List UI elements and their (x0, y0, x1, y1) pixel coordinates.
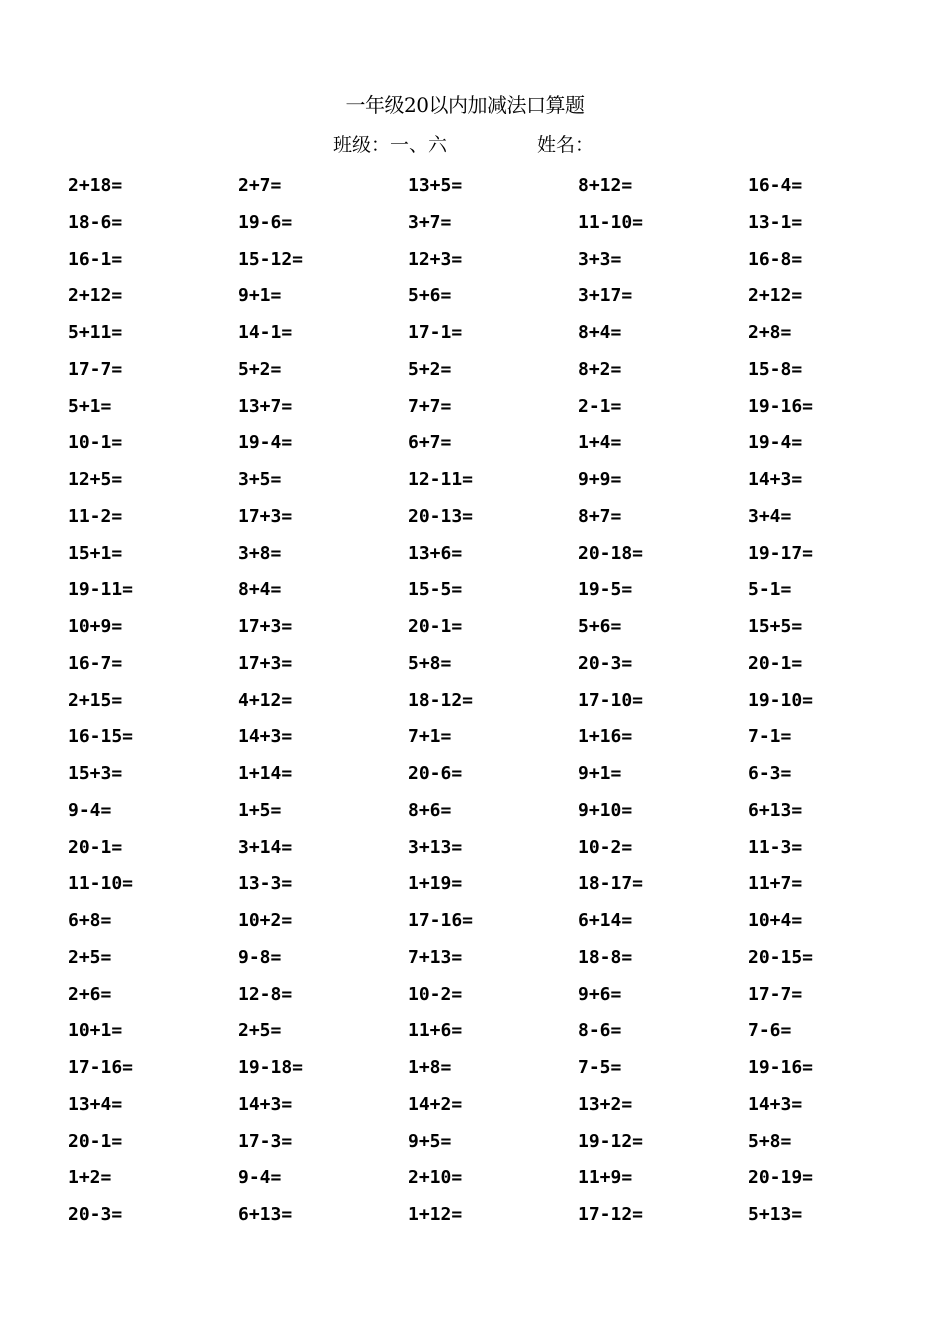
arithmetic-problem: 19-4= (748, 432, 803, 454)
arithmetic-problem: 15+3= (68, 763, 123, 784)
arithmetic-problem: 19-4= (238, 432, 293, 454)
arithmetic-problem: 11+6= (408, 1020, 463, 1042)
arithmetic-problem: 17-16= (408, 910, 474, 931)
arithmetic-problem: 8+6= (408, 799, 452, 821)
arithmetic-problem: 2+18= (68, 175, 123, 196)
arithmetic-problem: 19-11= (68, 579, 134, 601)
arithmetic-problem: 16-4= (748, 175, 803, 196)
student-info-line (0, 130, 950, 160)
arithmetic-problem: 11-3= (748, 836, 803, 858)
arithmetic-problem: 9-8= (238, 946, 282, 968)
arithmetic-problem: 17+3= (238, 652, 293, 674)
arithmetic-problem: 20-18= (578, 542, 644, 564)
arithmetic-problem: 18-8= (578, 946, 633, 968)
arithmetic-problem: 14+3= (748, 469, 803, 490)
arithmetic-problem: 3+7= (408, 211, 452, 233)
arithmetic-problem: 10-2= (408, 983, 463, 1005)
arithmetic-problem: 20-13= (408, 505, 474, 527)
arithmetic-problem: 5+8= (748, 1130, 792, 1152)
arithmetic-problem: 18-12= (408, 689, 474, 711)
arithmetic-problem: 5-1= (748, 579, 792, 601)
arithmetic-problem: 9-4= (238, 1167, 282, 1189)
arithmetic-problem: 15-12= (238, 248, 304, 270)
arithmetic-problem: 8+2= (578, 358, 622, 380)
arithmetic-problem: 8+4= (238, 579, 282, 601)
arithmetic-problem: 10-2= (578, 836, 633, 858)
arithmetic-problem: 1+2= (68, 1167, 112, 1189)
arithmetic-problem: 2+6= (68, 983, 112, 1005)
arithmetic-problem: 14+3= (748, 1093, 803, 1115)
name-label: 姓名： (537, 134, 595, 156)
arithmetic-problem: 11+9= (578, 1167, 633, 1189)
arithmetic-problem: 11-10= (68, 873, 134, 895)
arithmetic-problem: 2-1= (578, 395, 622, 417)
arithmetic-problem: 5+8= (408, 652, 452, 674)
arithmetic-problem: 5+6= (408, 285, 452, 307)
arithmetic-problem: 2+7= (238, 175, 282, 196)
arithmetic-problem: 14+3= (238, 1093, 293, 1115)
arithmetic-problem: 1+19= (408, 873, 463, 895)
arithmetic-problem: 17-3= (238, 1130, 293, 1152)
arithmetic-problem: 3+14= (238, 836, 293, 858)
arithmetic-problem: 1+16= (578, 726, 633, 748)
arithmetic-problem: 17-16= (68, 1057, 134, 1078)
arithmetic-problem: 5+13= (748, 1204, 803, 1225)
arithmetic-problem: 16-8= (748, 248, 803, 270)
arithmetic-problem: 7+7= (408, 395, 452, 417)
arithmetic-problem: 20-3= (68, 1204, 123, 1225)
arithmetic-problem: 5+6= (578, 616, 622, 637)
arithmetic-problem: 11-2= (68, 505, 123, 527)
arithmetic-problem: 3+13= (408, 836, 463, 858)
arithmetic-problem: 7-6= (748, 1020, 792, 1042)
arithmetic-problem: 17-7= (748, 983, 803, 1005)
arithmetic-problem: 5+11= (68, 322, 123, 343)
arithmetic-problem: 17-10= (578, 689, 644, 711)
arithmetic-problem: 14+3= (238, 726, 293, 748)
arithmetic-problem: 1+5= (238, 799, 282, 821)
arithmetic-problem: 13+2= (578, 1093, 633, 1115)
arithmetic-problem: 2+5= (238, 1020, 282, 1042)
arithmetic-problem: 10+4= (748, 910, 803, 931)
arithmetic-problem: 1+4= (578, 432, 622, 454)
arithmetic-problem: 2+8= (748, 322, 792, 343)
arithmetic-problem: 6+13= (238, 1204, 293, 1225)
arithmetic-problem: 2+10= (408, 1167, 463, 1189)
arithmetic-problem: 11+7= (748, 873, 803, 895)
arithmetic-problem: 20-1= (408, 616, 463, 637)
arithmetic-problem: 4+12= (238, 689, 293, 711)
arithmetic-problem: 10+9= (68, 616, 123, 637)
arithmetic-problem: 19-18= (238, 1057, 304, 1078)
arithmetic-problem: 6+13= (748, 799, 803, 821)
arithmetic-problem: 8+12= (578, 175, 633, 196)
arithmetic-problem: 9-4= (68, 799, 112, 821)
arithmetic-problem: 3+8= (238, 542, 282, 564)
arithmetic-problem: 8+4= (578, 322, 622, 343)
arithmetic-problem: 10+2= (238, 910, 293, 931)
arithmetic-problem: 2+15= (68, 689, 123, 711)
arithmetic-problem: 17-1= (408, 322, 463, 343)
arithmetic-problem: 19-12= (578, 1130, 644, 1152)
arithmetic-problem: 10+1= (68, 1020, 123, 1042)
arithmetic-problem: 13-1= (748, 211, 803, 233)
arithmetic-problem: 7+1= (408, 726, 452, 748)
arithmetic-problem: 3+5= (238, 469, 282, 490)
arithmetic-problem: 13+7= (238, 395, 293, 417)
arithmetic-problem: 20-1= (748, 652, 803, 674)
arithmetic-problem: 1+14= (238, 763, 293, 784)
arithmetic-problem: 6+14= (578, 910, 633, 931)
class-label: 班级：一、六 (333, 134, 448, 156)
arithmetic-problem: 18-6= (68, 211, 123, 233)
arithmetic-problem: 12-11= (408, 469, 474, 490)
arithmetic-problem: 15-8= (748, 358, 803, 380)
arithmetic-problem: 9+1= (238, 285, 282, 307)
arithmetic-problem: 18-17= (578, 873, 644, 895)
arithmetic-problem: 3+4= (748, 505, 792, 527)
arithmetic-problem: 1+8= (408, 1057, 452, 1078)
arithmetic-problem: 16-7= (68, 652, 123, 674)
problem-grid (68, 168, 858, 1234)
arithmetic-problem: 2+5= (68, 946, 112, 968)
arithmetic-problem: 7-5= (578, 1057, 622, 1078)
arithmetic-problem: 2+12= (748, 285, 803, 307)
arithmetic-problem: 17+3= (238, 505, 293, 527)
arithmetic-problem: 12+3= (408, 248, 463, 270)
arithmetic-problem: 5+2= (238, 358, 282, 380)
arithmetic-problem: 1+12= (408, 1204, 463, 1225)
arithmetic-problem: 20-19= (748, 1167, 814, 1189)
arithmetic-problem: 9+9= (578, 469, 622, 490)
arithmetic-problem: 17-7= (68, 358, 123, 380)
arithmetic-problem: 15+1= (68, 542, 123, 564)
arithmetic-problem: 13-3= (238, 873, 293, 895)
arithmetic-problem: 14-1= (238, 322, 293, 343)
arithmetic-problem: 13+4= (68, 1093, 123, 1115)
arithmetic-problem: 3+17= (578, 285, 633, 307)
arithmetic-problem: 20-15= (748, 946, 814, 968)
arithmetic-problem: 13+5= (408, 175, 463, 196)
arithmetic-problem: 3+3= (578, 248, 622, 270)
arithmetic-problem: 20-6= (408, 763, 463, 784)
arithmetic-problem: 19-17= (748, 542, 814, 564)
arithmetic-problem: 12-8= (238, 983, 293, 1005)
arithmetic-problem: 17-12= (578, 1204, 644, 1225)
arithmetic-problem: 17+3= (238, 616, 293, 637)
arithmetic-problem: 19-16= (748, 1057, 814, 1078)
arithmetic-problem: 20-1= (68, 1130, 123, 1152)
arithmetic-problem: 11-10= (578, 211, 644, 233)
arithmetic-problem: 8+7= (578, 505, 622, 527)
arithmetic-problem: 5+1= (68, 395, 112, 417)
arithmetic-problem: 2+12= (68, 285, 123, 307)
arithmetic-problem: 15-5= (408, 579, 463, 601)
arithmetic-problem: 20-3= (578, 652, 633, 674)
arithmetic-problem: 6+7= (408, 432, 452, 454)
arithmetic-problem: 19-6= (238, 211, 293, 233)
arithmetic-problem: 9+10= (578, 799, 633, 821)
arithmetic-problem: 7+13= (408, 946, 463, 968)
worksheet-title: 一年级20以内加减法口算题 (345, 93, 585, 117)
arithmetic-problem: 6-3= (748, 763, 792, 784)
arithmetic-problem: 12+5= (68, 469, 123, 490)
arithmetic-problem: 6+8= (68, 910, 112, 931)
arithmetic-problem: 9+1= (578, 763, 622, 784)
arithmetic-problem: 14+2= (408, 1093, 463, 1115)
arithmetic-problem: 16-1= (68, 248, 123, 270)
arithmetic-problem: 9+5= (408, 1130, 452, 1152)
arithmetic-problem: 7-1= (748, 726, 792, 748)
arithmetic-problem: 13+6= (408, 542, 463, 564)
arithmetic-problem: 19-16= (748, 395, 814, 417)
arithmetic-problem: 19-5= (578, 579, 633, 601)
arithmetic-problem: 19-10= (748, 689, 814, 711)
arithmetic-problem: 5+2= (408, 358, 452, 380)
arithmetic-problem: 16-15= (68, 726, 134, 748)
arithmetic-problem: 20-1= (68, 836, 123, 858)
arithmetic-problem: 8-6= (578, 1020, 622, 1042)
arithmetic-problem: 15+5= (748, 616, 803, 637)
arithmetic-problem: 10-1= (68, 432, 123, 454)
arithmetic-problem: 9+6= (578, 983, 622, 1005)
